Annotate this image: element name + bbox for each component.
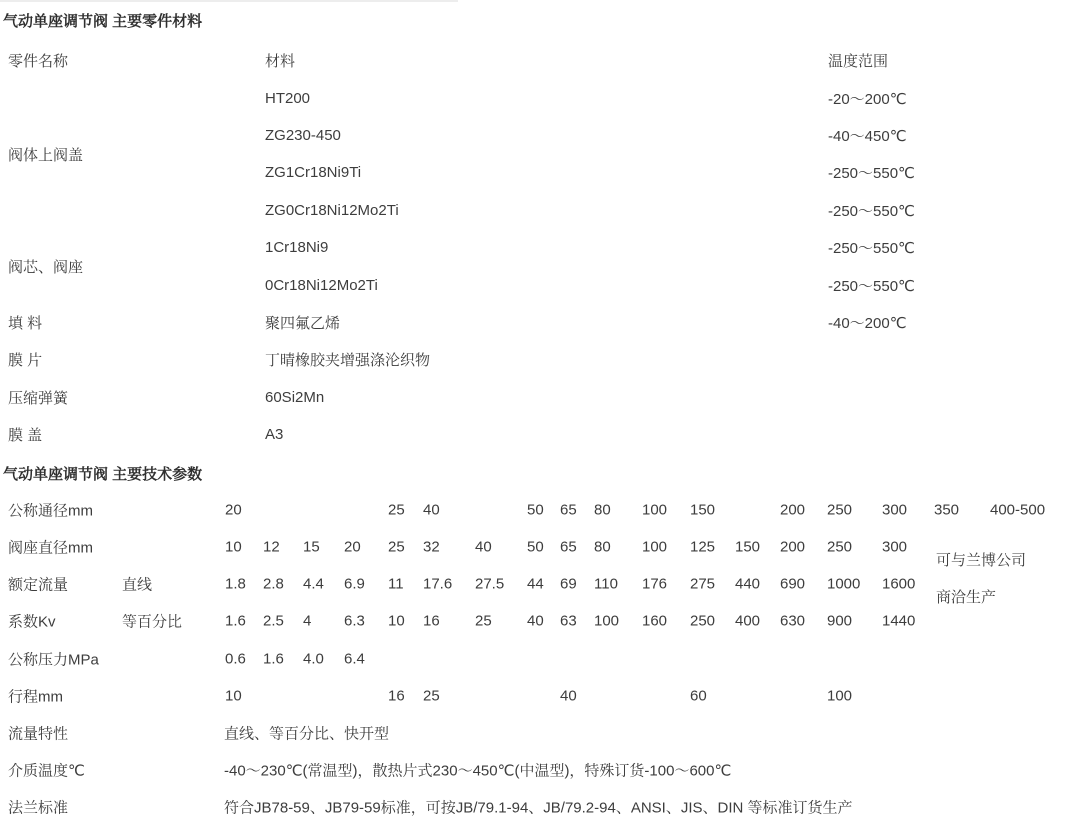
materials-group [0, 304, 1068, 341]
header-material: 材料 [265, 53, 296, 71]
temp-range-value: -250～550℃ [828, 202, 915, 220]
material-value: 60Si2Mn [265, 388, 325, 406]
spec-row-sublabel: 等百分比 [122, 613, 183, 631]
materials-group-rows [265, 379, 1068, 416]
materials-row [265, 304, 1068, 341]
spec-row-text: -40～230℃(常温型)，散热片式230～450℃(中温型)，特殊订货-100～600℃ [224, 762, 732, 780]
spec-cell: 4.0 [303, 650, 324, 668]
spec-cell: 4.4 [303, 575, 324, 593]
materials-row [265, 379, 1068, 416]
spec-row [0, 714, 1068, 751]
side-note [936, 542, 1026, 616]
spec-cell: 65 [560, 538, 577, 556]
spec-cell: 44 [527, 575, 544, 593]
spec-cell: 400 [735, 612, 761, 630]
spec-cell: 16 [388, 687, 405, 705]
header-temp-range: 温度范围 [828, 53, 889, 71]
part-name-label: 阀体上阀盖 [8, 146, 84, 164]
spec-cell: 20 [344, 538, 361, 556]
material-value: 1Cr18Ni9 [265, 239, 329, 257]
materials-group [0, 229, 1068, 304]
spec-row-sublabel: 直线 [122, 576, 153, 594]
materials-table [0, 42, 1068, 453]
spec-row-label: 系数Kv [8, 613, 56, 631]
material-value: ZG1Cr18Ni9Ti [265, 164, 362, 182]
side-note-line2: 商洽生产 [936, 589, 997, 607]
materials-row [265, 341, 1068, 378]
spec-cell: 200 [780, 538, 806, 556]
spec-row-label: 公称通径mm [8, 502, 93, 520]
spec-row-label: 阀座直径mm [8, 539, 93, 557]
spec-cell: 80 [594, 538, 611, 556]
materials-group-rows [265, 304, 1068, 341]
spec-cell: 900 [827, 612, 853, 630]
spec-cell: 350 [934, 501, 960, 519]
header-part-name: 零件名称 [8, 53, 69, 71]
spec-cell: 300 [882, 538, 908, 556]
temp-range-value: -250～550℃ [828, 165, 915, 183]
materials-group [0, 379, 1068, 416]
spec-cell: 100 [827, 687, 853, 705]
spec-row [0, 491, 1068, 528]
spec-cell: 690 [780, 575, 806, 593]
spec-cell: 80 [594, 501, 611, 519]
material-value: ZG0Cr18Ni12Mo2Ti [265, 201, 399, 219]
part-name-label: 膜 盖 [8, 427, 43, 445]
materials-group-rows [265, 229, 1068, 304]
materials-group-rows [265, 341, 1068, 378]
spec-cell: 150 [735, 538, 761, 556]
temp-range-value: -250～550℃ [828, 277, 915, 295]
spec-row [0, 789, 1068, 826]
spec-cell: 50 [527, 501, 544, 519]
spec-row-text: 直线、等百分比、快开型 [224, 725, 390, 743]
materials-row [265, 192, 1068, 229]
spec-cell: 65 [560, 501, 577, 519]
spec-row [0, 640, 1068, 677]
spec-table [0, 491, 1068, 826]
material-value: 聚四氟乙烯 [265, 314, 341, 332]
materials-row [265, 79, 1068, 116]
spec-cell: 20 [225, 501, 242, 519]
temp-range-value: -20～200℃ [828, 90, 907, 108]
materials-body [0, 79, 1068, 453]
spec-cell: 25 [388, 538, 405, 556]
temp-range-value: -40～200℃ [828, 314, 907, 332]
spec-cell: 300 [882, 501, 908, 519]
side-note-line1: 可与兰博公司 [936, 552, 1027, 570]
spec-row-label: 额定流量 [8, 576, 69, 594]
spec-cell: 27.5 [475, 575, 505, 593]
spec-cell: 40 [423, 501, 440, 519]
spec-cell: 6.9 [344, 575, 365, 593]
materials-group [0, 416, 1068, 453]
spec-row [0, 566, 1068, 603]
spec-cell: 1.8 [225, 575, 246, 593]
spec-cell: 100 [594, 612, 620, 630]
materials-section-title: 气动单座调节阀 主要零件材料 [3, 13, 203, 30]
materials-group-rows [265, 416, 1068, 453]
spec-cell: 40 [475, 538, 492, 556]
materials-group-rows [265, 79, 1068, 229]
spec-cell: 69 [560, 575, 577, 593]
spec-cell: 250 [827, 538, 853, 556]
spec-cell: 1440 [882, 612, 916, 630]
spec-row-label: 介质温度℃ [8, 762, 85, 780]
spec-cell: 25 [423, 687, 440, 705]
materials-row [265, 416, 1068, 453]
spec-cell: 1000 [827, 575, 861, 593]
spec-cell: 60 [690, 687, 707, 705]
spec-cell: 1.6 [263, 650, 284, 668]
spec-cell: 11 [388, 575, 404, 593]
spec-cell: 250 [827, 501, 853, 519]
spec-cell: 15 [303, 538, 320, 556]
spec-cell: 176 [642, 575, 668, 593]
material-value: A3 [265, 426, 284, 444]
spec-cell: 50 [527, 538, 544, 556]
temp-range-value: -40～450℃ [828, 127, 907, 145]
materials-row [265, 229, 1068, 266]
temp-range-value: -250～550℃ [828, 240, 915, 258]
spec-cell: 100 [642, 501, 668, 519]
spec-cell: 1600 [882, 575, 916, 593]
part-name-label: 压缩弹簧 [8, 389, 69, 407]
spec-cell: 1.6 [225, 612, 246, 630]
spec-cell: 160 [642, 612, 668, 630]
spec-cell: 10 [225, 538, 242, 556]
spec-cell: 10 [388, 612, 405, 630]
spec-cell: 100 [642, 538, 668, 556]
materials-row [265, 117, 1068, 154]
spec-cell: 4 [303, 612, 312, 630]
spec-cell: 6.4 [344, 650, 365, 668]
materials-header-row [0, 42, 1068, 79]
material-value: 丁晴橡胶夹增强涤沦织物 [265, 352, 431, 370]
spec-cell: 275 [690, 575, 716, 593]
spec-cell: 17.6 [423, 575, 453, 593]
spec-row-label: 行程mm [8, 688, 63, 706]
spec-cell: 400-500 [990, 501, 1046, 519]
spec-cell: 40 [560, 687, 577, 705]
spec-cell: 40 [527, 612, 544, 630]
spec-cell: 250 [690, 612, 716, 630]
materials-group [0, 341, 1068, 378]
spec-row [0, 528, 1068, 565]
materials-row [265, 154, 1068, 191]
materials-row [265, 266, 1068, 303]
material-value: HT200 [265, 89, 311, 107]
material-value: 0Cr18Ni12Mo2Ti [265, 276, 378, 294]
spec-cell: 25 [388, 501, 405, 519]
top-border-fragment [0, 0, 458, 2]
spec-cell: 25 [475, 612, 492, 630]
spec-cell: 32 [423, 538, 440, 556]
spec-cell: 10 [225, 687, 242, 705]
part-name-label: 填 料 [8, 314, 43, 332]
part-name-label: 膜 片 [8, 352, 43, 370]
materials-group [0, 79, 1068, 229]
spec-cell: 125 [690, 538, 716, 556]
spec-cell: 16 [423, 612, 440, 630]
spec-cell: 630 [780, 612, 806, 630]
spec-cell: 200 [780, 501, 806, 519]
spec-row-label: 公称压力MPa [8, 651, 99, 669]
spec-row-label: 流量特性 [8, 725, 69, 743]
spec-cell: 110 [594, 575, 618, 593]
spec-cell: 63 [560, 612, 577, 630]
spec-cell: 2.8 [263, 575, 284, 593]
spec-cell: 2.5 [263, 612, 284, 630]
material-value: ZG230-450 [265, 126, 341, 144]
spec-row-text: 符合JB78-59、JB79-59标准，可按JB/79.1-94、JB/79.2-94、ANSI、JIS、DIN 等标准订货生产 [224, 799, 853, 817]
spec-cell: 440 [735, 575, 761, 593]
spec-section-title: 气动单座调节阀 主要技术参数 [3, 466, 203, 484]
spec-cell: 12 [263, 538, 280, 556]
spec-cell: 0.6 [225, 650, 246, 668]
spec-cell: 150 [690, 501, 716, 519]
part-name-label: 阀芯、阀座 [8, 258, 84, 276]
spec-row-label: 法兰标准 [8, 799, 69, 817]
spec-row [0, 752, 1068, 789]
spec-row [0, 603, 1068, 640]
spec-cell: 6.3 [344, 612, 365, 630]
spec-row [0, 677, 1068, 714]
spec-body [0, 491, 1068, 826]
